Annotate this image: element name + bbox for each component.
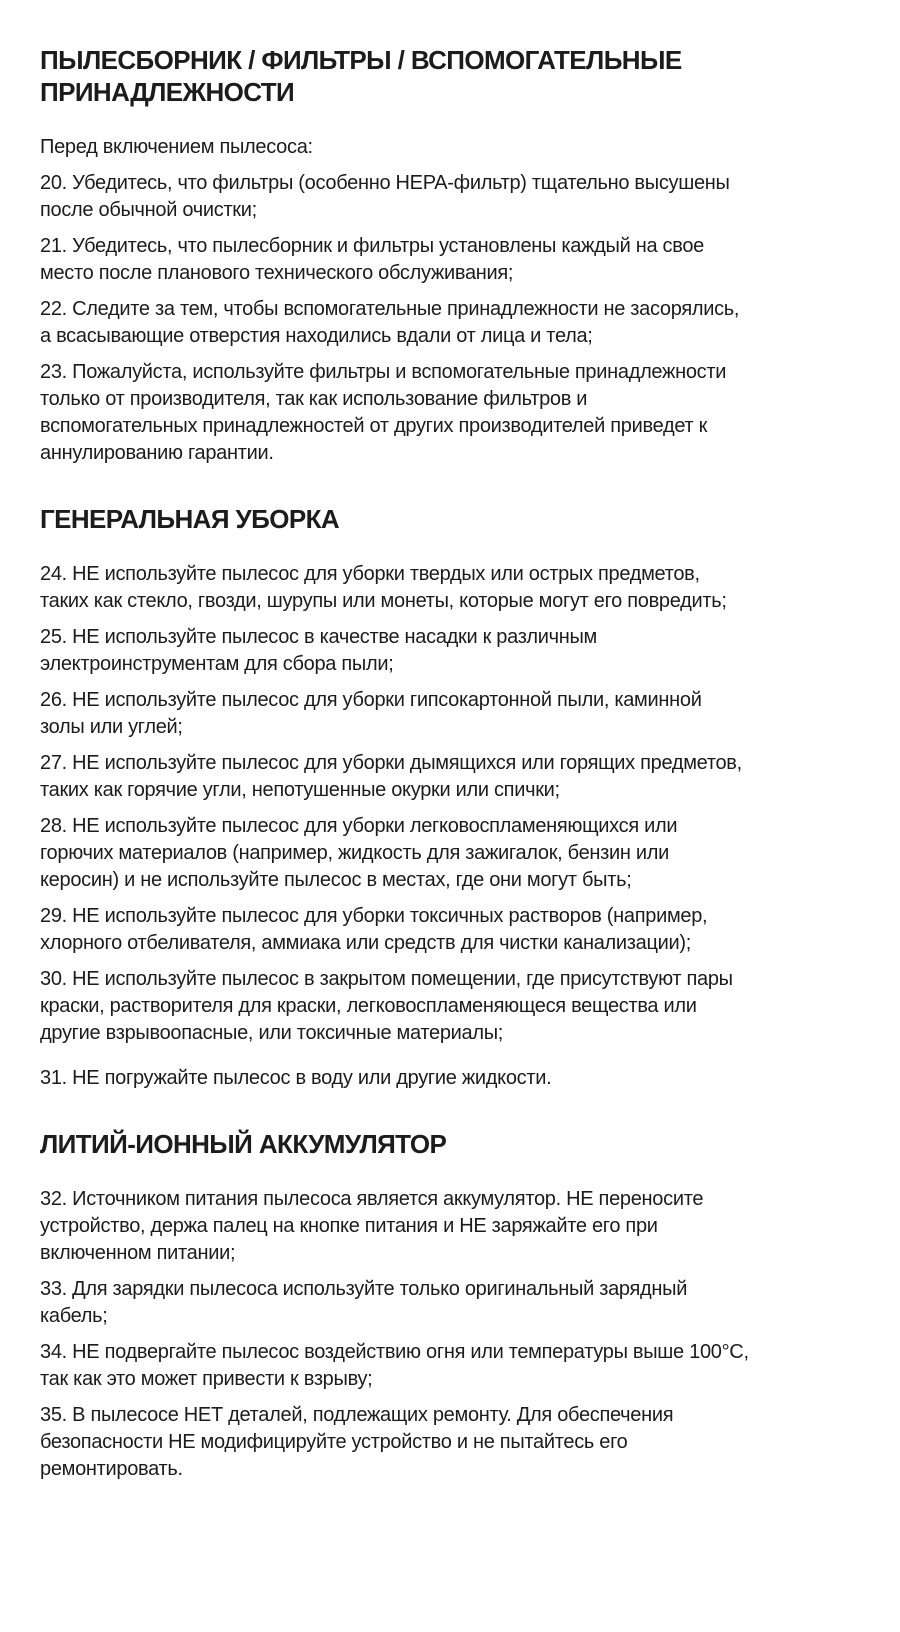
list-item: 28. НЕ используйте пылесос для уборки легковоспламеняющихся или горючих материалов (например, жидкость для зажигалок, бензин или керосин) и не используйте пылесос в местах, где они могут быть; <box>40 815 678 891</box>
section-title: ПЫЛЕСБОРНИК / ФИЛЬТРЫ / ВСПОМОГАТЕЛЬНЫЕ ПРИНАДЛЕЖНОСТИ <box>40 45 682 107</box>
list-item: 33. Для зарядки пылесоса используйте только оригинальный зарядный кабель; <box>40 1278 688 1327</box>
section-title: ГЕНЕРАЛЬНАЯ УБОРКА <box>40 504 340 534</box>
section-title: ЛИТИЙ-ИОННЫЙ АККУМУЛЯТОР <box>40 1129 447 1159</box>
section-general-cleaning <box>40 503 870 1092</box>
list-item: 22. Следите за тем, чтобы вспомогательные принадлежности не засорялись, а всасывающие отверстия находились вдали от лица и тела; <box>40 298 740 347</box>
list-item: 32. Источником питания пылесоса является аккумулятор. НЕ переносите устройство, держа палец на кнопке питания и НЕ заряжайте его при включенном питании; <box>40 1188 704 1264</box>
list-item: 31. НЕ погружайте пылесос в воду или другие жидкости. <box>40 1067 552 1089</box>
list-item: 34. НЕ подвергайте пылесос воздействию огня или температуры выше 100°С, так как это может привести к взрыву; <box>40 1341 749 1390</box>
list-item: 29. НЕ используйте пылесос для уборки токсичных растворов (например, хлорного отбеливателя, аммиака или средств для чистки канализации); <box>40 905 708 954</box>
section-li-ion-battery <box>40 1128 870 1483</box>
list-item: 21. Убедитесь, что пылесборник и фильтры установлены каждый на свое место после планового технического обслуживания; <box>40 235 705 284</box>
list-item: 26. НЕ используйте пылесос для уборки гипсокартонной пыли, каминной золы или углей; <box>40 689 702 738</box>
list-item: 35. В пылесосе НЕТ деталей, подлежащих ремонту. Для обеспечения безопасности НЕ модифицируйте устройство и не пытайтесь его ремонтировать. <box>40 1404 674 1480</box>
section-dustbin-filters <box>40 44 870 467</box>
list-item: 25. НЕ используйте пылесос в качестве насадки к различным электроинструментам для сбора пыли; <box>40 626 597 675</box>
list-item: 24. НЕ используйте пылесос для уборки твердых или острых предметов, таких как стекло, гвозди, шурупы или монеты, которые могут его повредить; <box>40 563 727 612</box>
list-item: 30. НЕ используйте пылесос в закрытом помещении, где присутствуют пары краски, растворителя для краски, легковоспламеняющеся вещества или другие взрывоопасные, или токсичные материалы; <box>40 968 733 1044</box>
section-intro: Перед включением пылесоса: <box>40 136 313 158</box>
list-item: 23. Пожалуйста, используйте фильтры и вспомогательные принадлежности только от производителя, так как использование фильтров и вспомогательных принадлежностей от других производителей приведет к аннулированию гарантии. <box>40 361 727 464</box>
list-item: 20. Убедитесь, что фильтры (особенно HEPA-фильтр) тщательно высушены после обычной очистки; <box>40 172 730 221</box>
list-item: 27. НЕ используйте пылесос для уборки дымящихся или горящих предметов, таких как горячие угли, непотушенные окурки или спички; <box>40 752 742 801</box>
